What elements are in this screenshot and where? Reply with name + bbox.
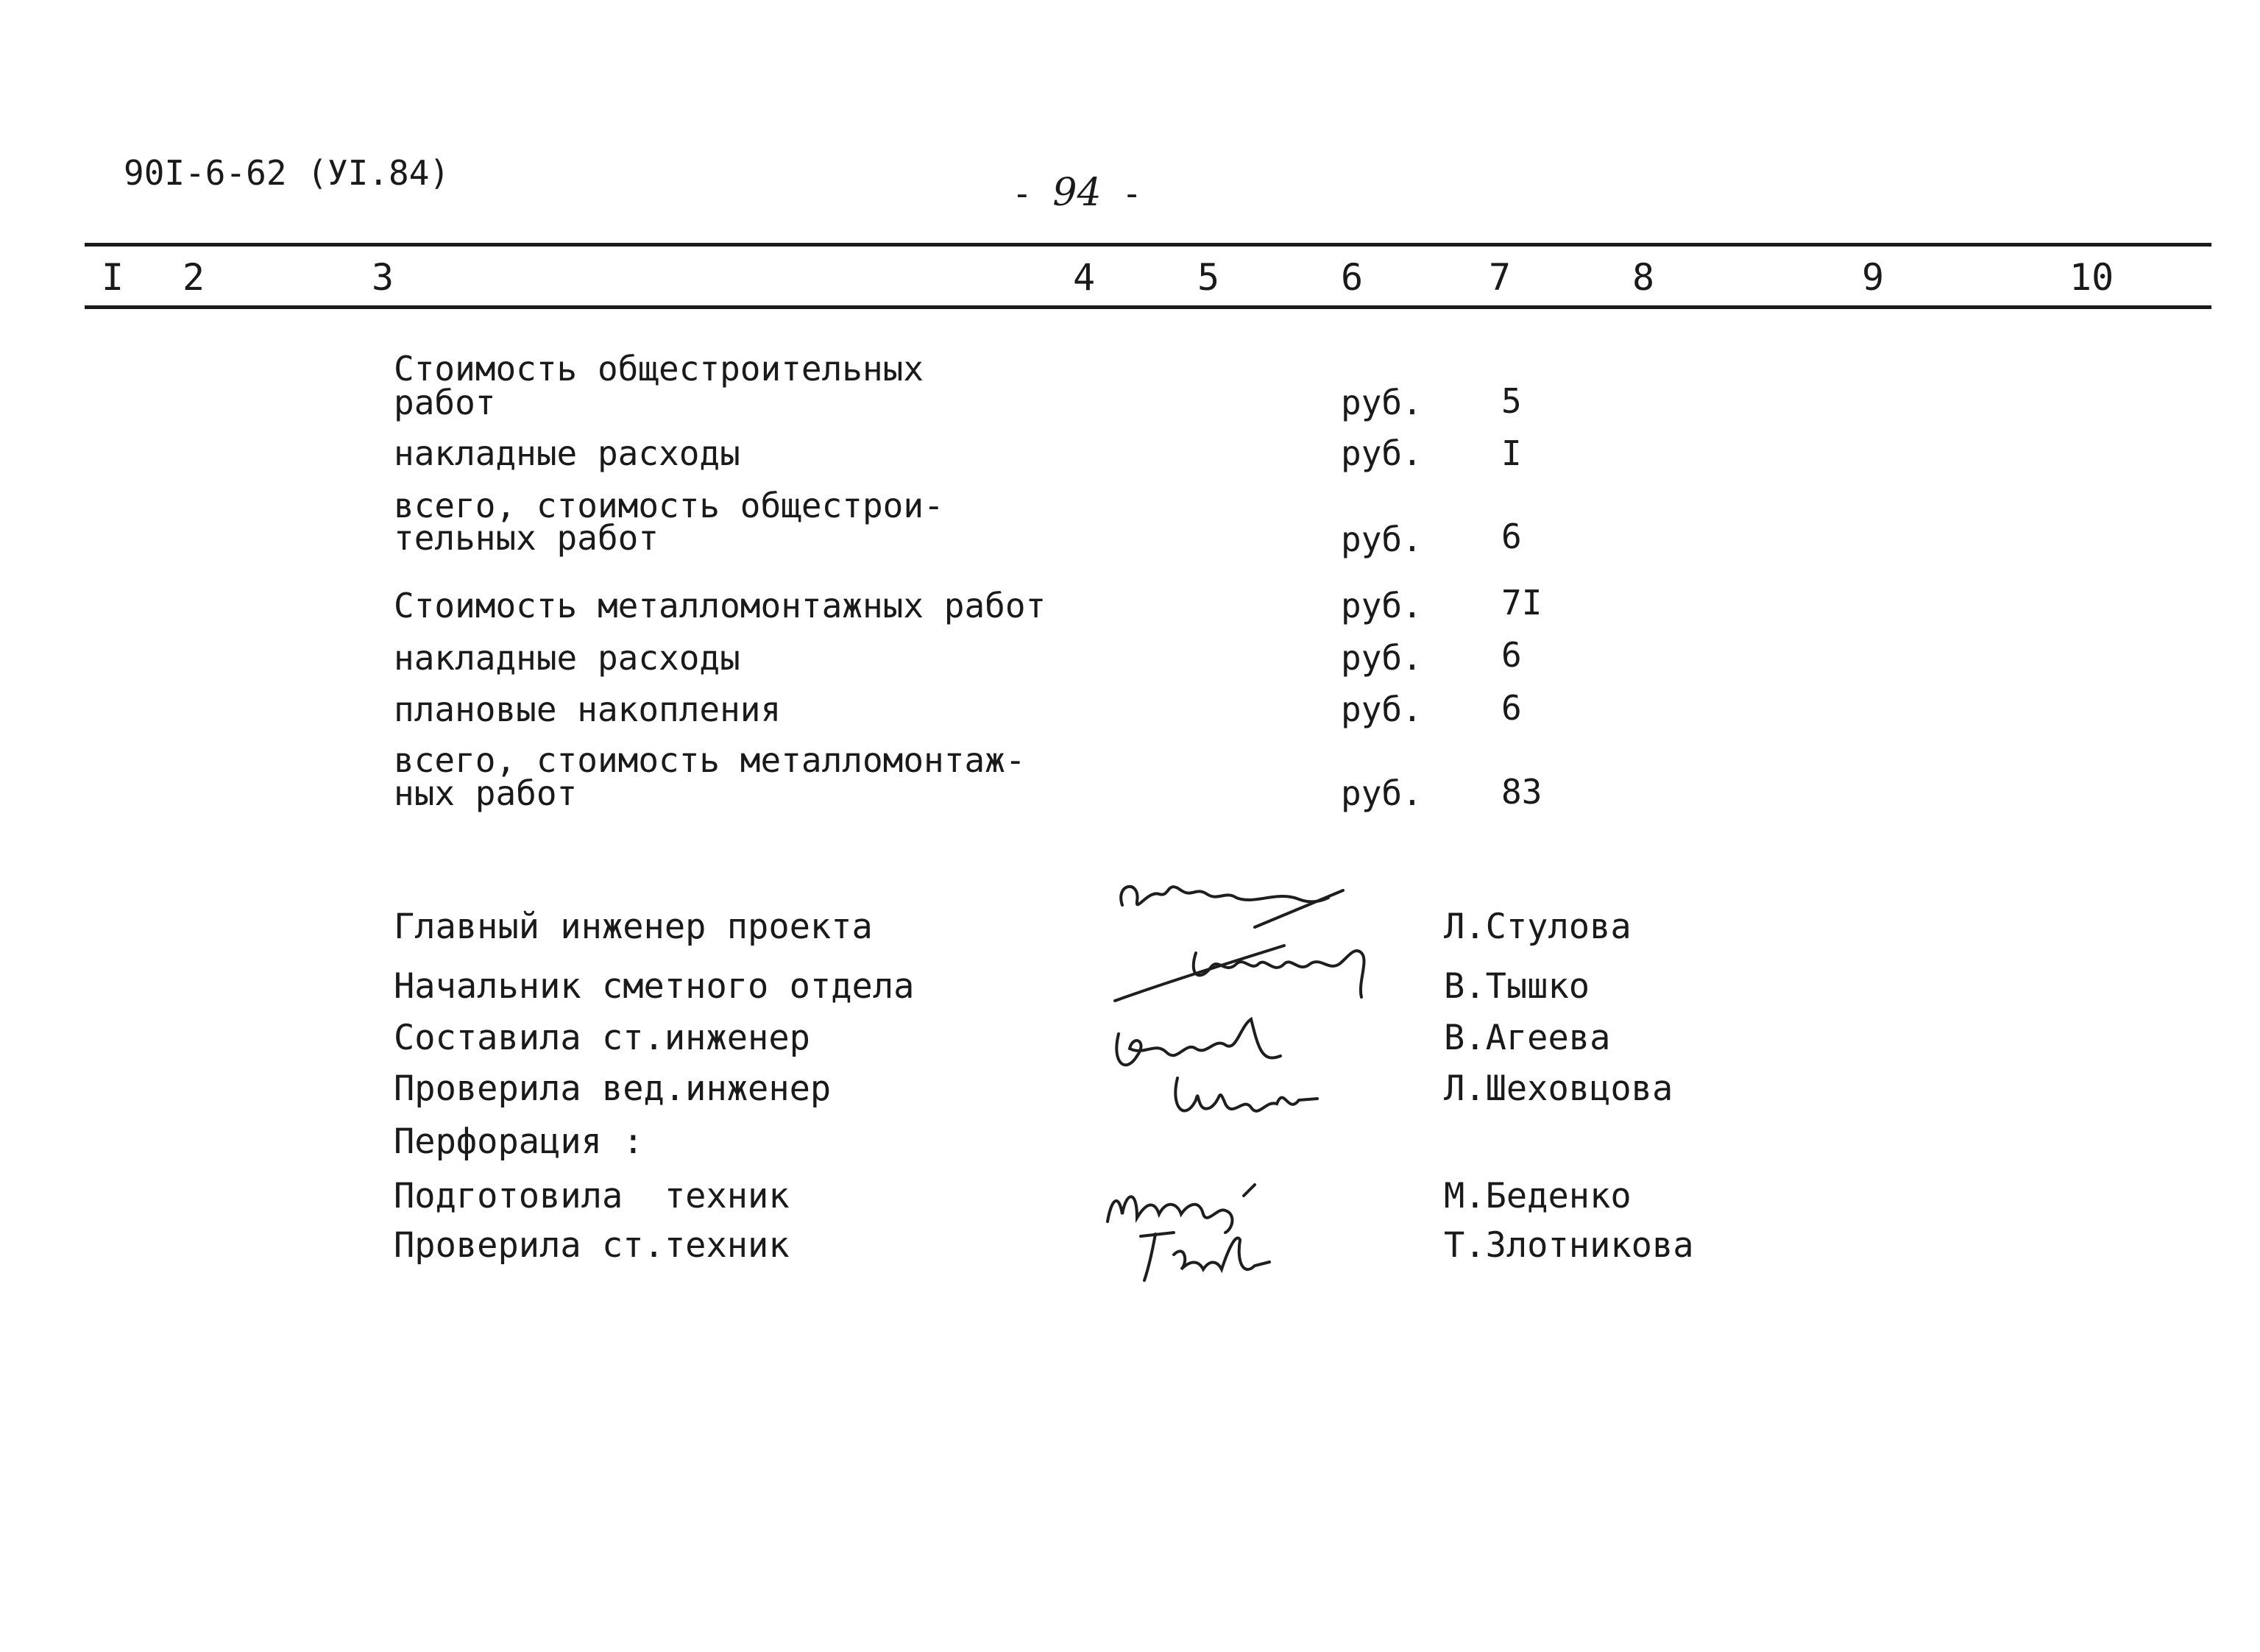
column-number-3: 3 — [372, 256, 394, 299]
row-1-unit: руб. — [1341, 383, 1423, 422]
column-number-7: 7 — [1489, 256, 1512, 299]
row-6-unit: руб. — [1341, 689, 1423, 729]
column-number-4: 4 — [1073, 256, 1096, 299]
column-number-9: 9 — [1862, 256, 1885, 299]
row-3-label-line-1: всего, стоимость общестрои- — [394, 486, 944, 525]
signatory-3-title: Составила ст.инженер — [394, 1018, 810, 1058]
column-number-5: 5 — [1197, 256, 1220, 299]
row-2-unit: руб. — [1341, 433, 1423, 473]
row-7-label-line-2: ных работ — [394, 773, 578, 813]
row-1-label-line-1: Стоимость общестроительных — [394, 349, 924, 389]
row-5-value: 6 — [1501, 635, 1522, 675]
column-number-6: 6 — [1341, 256, 1364, 299]
column-number-8: 8 — [1632, 256, 1655, 299]
row-3-value: 6 — [1501, 517, 1522, 556]
row-1-label-line-2: работ — [394, 383, 496, 422]
signatory-3-name: В.Агеева — [1444, 1018, 1611, 1058]
signatory-1-title: Главный инженер проекта — [394, 907, 873, 947]
signatory-4-title: Проверила вед.инженер — [394, 1068, 832, 1109]
row-2-label-line-1: накладные расходы — [394, 433, 740, 473]
row-6-label-line-1: плановые накопления — [394, 689, 782, 729]
column-number-10: 10 — [2069, 256, 2114, 299]
table-header-top-rule — [85, 243, 2211, 247]
row-5-label-line-1: накладные расходы — [394, 638, 740, 678]
signatory-6-title: Подготовила техник — [394, 1176, 790, 1216]
signatory-2-title: Начальник сметного отдела — [394, 966, 915, 1007]
signature-7-handwriting — [1133, 1218, 1295, 1291]
row-7-unit: руб. — [1341, 773, 1423, 813]
signature-2-handwriting — [1108, 924, 1372, 1012]
page-number — [1012, 171, 1142, 215]
column-number-2: 2 — [183, 256, 205, 299]
row-2-value: I — [1501, 433, 1522, 473]
page-number-dash-right: - — [1101, 174, 1142, 213]
row-7-value: 83 — [1501, 772, 1542, 812]
row-3-unit: руб. — [1341, 520, 1423, 559]
signature-4-handwriting — [1166, 1063, 1328, 1130]
table-header-bottom-rule — [85, 305, 2211, 309]
signatory-4-name: Л.Шеховцова — [1444, 1068, 1673, 1109]
row-7-label-line-1: всего, стоимость металломонтаж- — [394, 740, 1026, 780]
page-number-dash-left: - — [1012, 174, 1053, 213]
signatory-2-name: В.Тышко — [1444, 966, 1590, 1007]
row-4-unit: руб. — [1341, 586, 1423, 625]
row-1-value: 5 — [1501, 381, 1522, 421]
row-3-label-line-2: тельных работ — [394, 518, 659, 558]
column-number-1: I — [102, 256, 124, 299]
signatory-1-name: Л.Стулова — [1444, 907, 1632, 947]
signatory-7-name: Т.Злотникова — [1444, 1225, 1694, 1266]
page-number-value: 94 — [1052, 171, 1102, 215]
row-4-label-line-1: Стоимость металломонтажных работ — [394, 586, 1046, 625]
signatory-7-title: Проверила ст.техник — [394, 1225, 790, 1266]
row-6-value: 6 — [1501, 688, 1522, 728]
row-4-value: 7I — [1501, 583, 1542, 623]
document-code: 90I-6-62 (УI.84) — [124, 153, 450, 193]
perforation-heading: Перфорация : — [394, 1121, 644, 1162]
signatory-6-name: М.Беденко — [1444, 1176, 1632, 1216]
row-5-unit: руб. — [1341, 638, 1423, 678]
